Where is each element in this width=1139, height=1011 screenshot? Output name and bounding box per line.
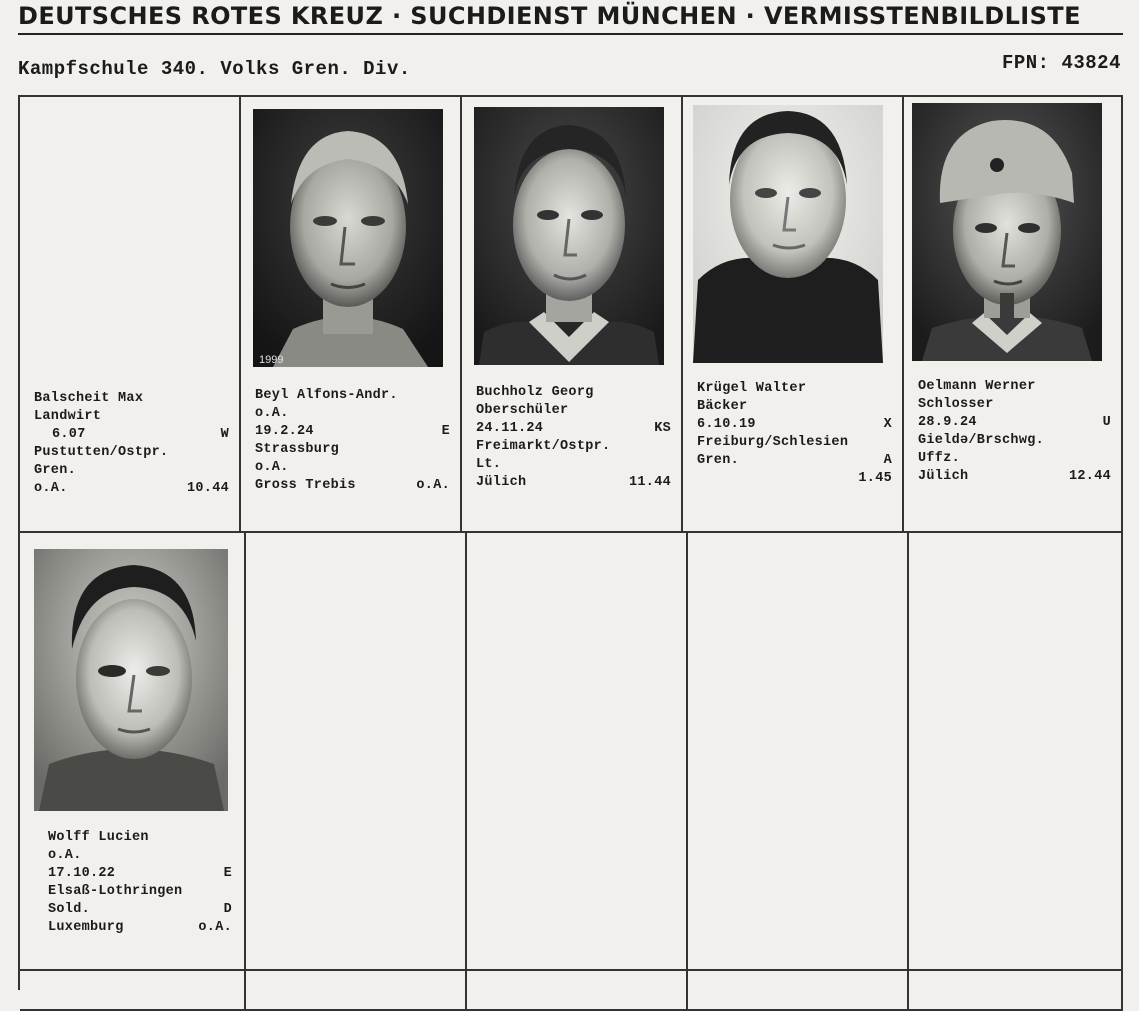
person-place: o.A. xyxy=(34,481,68,496)
person-place: Gross Trebis xyxy=(255,478,356,493)
person-birth-code: KS xyxy=(654,421,671,436)
person-info xyxy=(34,390,229,498)
person-photo xyxy=(912,103,1102,361)
person-card-4 xyxy=(683,97,904,533)
person-info xyxy=(48,829,232,937)
person-home: Elsaß-Lothringen xyxy=(48,884,183,899)
person-card-3 xyxy=(462,97,683,533)
portrait-image xyxy=(693,105,883,363)
person-photo xyxy=(693,105,883,363)
person-birth: 24.11.24 xyxy=(476,421,544,436)
person-occupation: o.A. xyxy=(48,848,82,863)
person-card-1 xyxy=(20,97,241,533)
person-birth-code: U xyxy=(1102,415,1111,430)
person-name: Beyl Alfons-Andr. xyxy=(255,388,398,403)
unit-label: Kampfschule 340. Volks Gren. Div. xyxy=(18,58,411,80)
person-name: Oelmann Werner xyxy=(918,379,1036,394)
person-date: 11.44 xyxy=(628,475,671,490)
person-info xyxy=(476,384,671,492)
person-home: Freimarkt/Ostpr. xyxy=(476,439,611,454)
person-rank: Gren. xyxy=(34,463,77,478)
empty-cell xyxy=(246,971,467,1011)
person-rank-code: D xyxy=(223,902,232,917)
person-date: o.A. xyxy=(416,478,450,493)
person-occupation: o.A. xyxy=(255,406,289,421)
person-name: Wolff Lucien xyxy=(48,830,149,845)
person-date: 10.44 xyxy=(186,481,229,496)
person-place: Jülich xyxy=(918,469,969,484)
person-occupation: Schlosser xyxy=(918,397,994,412)
portrait-image xyxy=(253,109,443,367)
empty-cell xyxy=(909,971,1123,1011)
empty-cell xyxy=(246,533,467,971)
person-home: Strassburg xyxy=(255,442,340,457)
empty-cell xyxy=(688,533,909,971)
person-photo xyxy=(253,109,443,367)
person-occupation: Oberschüler xyxy=(476,403,569,418)
empty-cell xyxy=(909,533,1123,971)
person-birth: 6.10.19 xyxy=(697,417,756,432)
person-occupation: Landwirt xyxy=(34,409,102,424)
person-info xyxy=(918,378,1111,486)
person-place: Jülich xyxy=(476,475,527,490)
person-card-6 xyxy=(20,533,246,971)
person-home: Pustutten/Ostpr. xyxy=(34,445,169,460)
person-birth: 6.07 xyxy=(52,427,86,442)
person-birth-code: E xyxy=(223,866,232,881)
person-birth: 28.9.24 xyxy=(918,415,977,430)
empty-cell xyxy=(20,971,246,1011)
person-rank: Sold. xyxy=(48,902,91,917)
person-rank-code: A xyxy=(883,453,892,468)
person-rank: Uffz. xyxy=(918,451,961,466)
portrait-image xyxy=(912,103,1102,361)
person-card-5 xyxy=(904,97,1123,533)
person-birth: 17.10.22 xyxy=(48,866,116,881)
person-rank: Lt. xyxy=(476,457,502,472)
person-birth-code: E xyxy=(441,424,450,439)
document-title: DEUTSCHES ROTES KREUZ · SUCHDIENST MÜNCHEN · VERMISSTENBILDLISTE xyxy=(18,2,1081,30)
person-date: o.A. xyxy=(198,920,232,935)
person-place: Luxemburg xyxy=(48,920,124,935)
person-birth-code: W xyxy=(220,427,229,442)
person-card-2 xyxy=(241,97,462,533)
person-birth-code: X xyxy=(883,417,892,432)
person-rank: Gren. xyxy=(697,453,740,468)
portrait-image xyxy=(474,107,664,365)
document-header xyxy=(18,2,1123,35)
person-rank: o.A. xyxy=(255,460,289,475)
person-name: Buchholz Georg xyxy=(476,385,594,400)
person-birth: 19.2.24 xyxy=(255,424,314,439)
fpn-label: FPN: 43824 xyxy=(1001,52,1121,74)
photo-caption: 1999 xyxy=(259,354,284,366)
person-occupation: Bäcker xyxy=(697,399,748,414)
person-name: Krügel Walter xyxy=(697,381,807,396)
person-name: Balscheit Max xyxy=(34,391,144,406)
person-info xyxy=(255,387,450,495)
photo-grid xyxy=(18,95,1123,990)
person-photo xyxy=(474,107,664,365)
person-home: Gieldə/Brschwg. xyxy=(918,433,1045,448)
portrait-image xyxy=(34,549,228,811)
person-date: 1.45 xyxy=(858,471,892,486)
empty-cell xyxy=(467,533,688,971)
person-home: Freiburg/Schlesien xyxy=(697,435,849,450)
person-photo xyxy=(34,549,228,811)
person-info xyxy=(697,380,892,488)
empty-cell xyxy=(688,971,909,1011)
empty-cell xyxy=(467,971,688,1011)
person-date: 12.44 xyxy=(1068,469,1111,484)
